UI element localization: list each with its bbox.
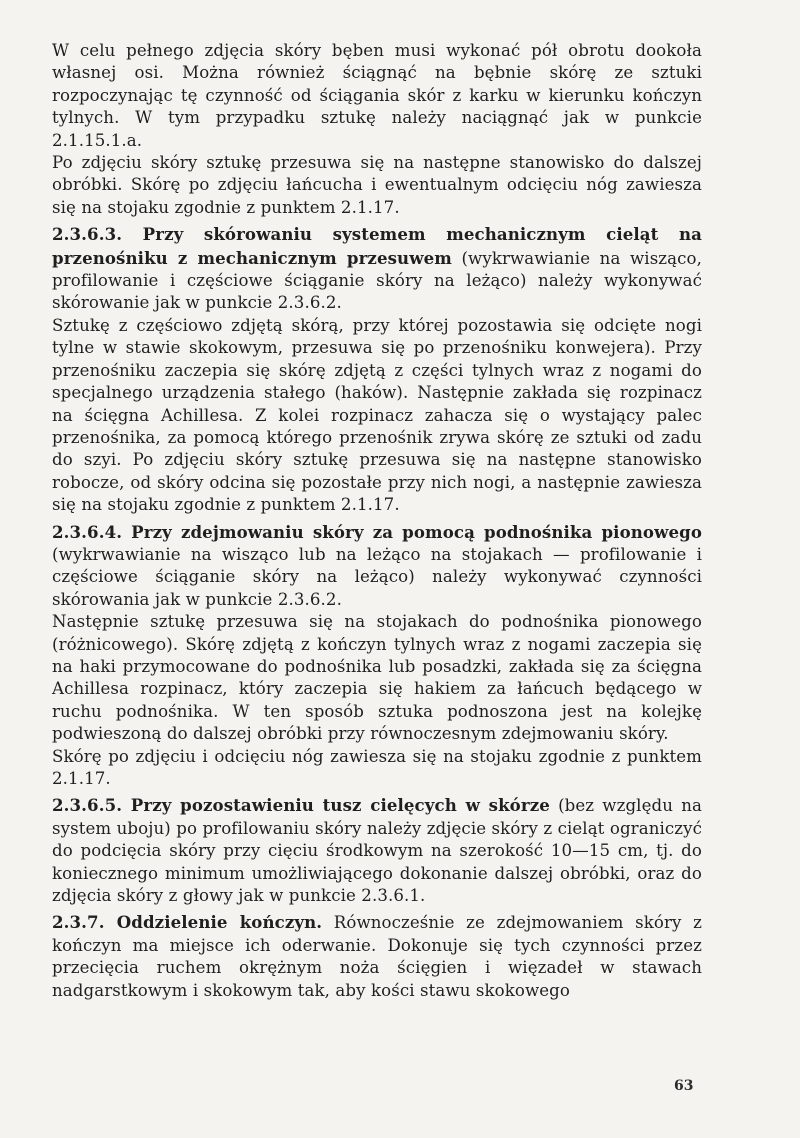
section-2-3-6-4: [52, 521, 702, 791]
section-2-3-6-3-heading: 2.3.6.3. Przy skórowaniu systemem mechanicznym cieląt na przenośniku z mechanicznym przesuwem: [52, 224, 702, 268]
section-2-3-6-5: [52, 794, 702, 907]
section-2-3-6-5-intro: (bez względu na system uboju) po profilowaniu skóry należy zdjęcie skóry z cieląt ograniczyć do podcięcia skóry przy cięciu środkowym na szerokość 10—15 cm, tj. do koniecznego minimum umożliwiającego dokonanie dalszej obróbki, oraz do zdjęcia skóry z głowy jak w punkcie 2.3.6.1.: [52, 796, 702, 906]
section-2-3-6-4-intro: (wykrwawianie na wisząco lub na leżąco na stojakach — profilowanie i częściowe ściąganie skóry na leżąco) należy wykonywać czynności skórowania jak w punkcie 2.3.6.2.: [52, 544, 702, 609]
section-2-3-6-3-paragraph: [52, 223, 702, 315]
section-2-3-6-5-paragraph: [52, 794, 702, 907]
section-2-3-7-paragraph: [52, 911, 702, 1002]
document-text: [52, 40, 702, 1002]
section-2-3-6-3: [52, 223, 702, 516]
page-number: 63: [674, 1078, 694, 1094]
section-2-3-6-3-body: Sztukę z częściowo zdjętą skórą, przy której pozostawia się odcięte nogi tylne w stawie skokowym, przesuwa się po przenośniku konwejera). Przy przenośniku zaczepia się skórę zdjętą z części tylnych wraz z nogami do specjalnego urządzenia stałego (haków). Następnie zakłada się rozpinacz na ścięgna Achillesa. Z kolei rozpinacz zahacza się o wystający palec przenośnika, za pomocą którego przenośnik zrywa skórę ze sztuki od zadu do szyi. Po zdjęciu skóry sztukę przesuwa się na następne stanowisko robocze, od skóry odcina się pozostałe przy nich nogi, a następnie zawiesza się na stojaku zgodnie z punktem 2.1.17.: [52, 315, 702, 515]
section-2-3-7: [52, 911, 702, 1002]
section-2-3-6-5-heading: 2.3.6.5. Przy pozostawieniu tusz cielęcych w skórze: [52, 795, 550, 816]
section-2-3-7-heading: 2.3.7. Oddzielenie kończyn.: [52, 912, 323, 933]
section-2-3-6-4-body-1: Następnie sztukę przesuwa się na stojakach do podnośnika pionowego (różnicowego). Skórę zdjętą z kończyn tylnych wraz z nogami zaczepia się na haki przymocowane do podnośnika lub posadzki, zakłada się za ścięgna Achillesa rozpinacz, który zaczepia się hakiem za łańcuch będącego w ruchu podnośnika. W ten sposób sztuka podnoszona jest na kolejkę podwieszoną do dalszej obróbki przy równoczesnym zdejmowaniu skóry.: [52, 612, 702, 744]
paragraph-intro: W celu pełnego zdjęcia skóry bęben musi wykonać pół obrotu dookoła własnej osi. Można również ściągnąć na bębnie skórę ze sztuki rozpoczynając tę czynność od ściągania skór z karku w kierunku kończyn tylnych. W tym przypadku sztukę należy naciągnąć jak w punkcie 2.1.15.1.a.: [52, 41, 702, 150]
paragraph-after-skinning: Po zdjęciu skóry sztukę przesuwa się na następne stanowisko do dalszej obróbki. Skórę po zdjęciu łańcucha i ewentualnym odcięciu nóg zawiesza się na stojaku zgodnie z punktem 2.1.17.: [52, 153, 702, 217]
section-2-3-6-3-intro: (wykrwawianie na wisząco, profilowanie i częściowe ściąganie skóry na leżąco) należy wykonywać skórowanie jak w punkcie 2.3.6.2.: [52, 248, 702, 313]
section-2-3-6-4-heading: 2.3.6.4. Przy zdejmowaniu skóry za pomocą podnośnika pionowego: [52, 521, 702, 542]
section-2-3-7-intro: Równocześnie ze zdejmowaniem skóry z kończyn ma miejsce ich oderwanie. Dokonuje się tych czynności przez przecięcia ruchem okrężnym noża ścięgien i więzadeł w stawach nadgarstkowym i skokowym tak, aby kości stawu skokowego: [52, 913, 703, 1000]
section-2-3-6-4-paragraph: [52, 521, 702, 612]
section-2-3-6-4-body-2: Skórę po zdjęciu i odcięciu nóg zawiesza się na stojaku zgodnie z punktem 2.1.17.: [52, 746, 702, 788]
